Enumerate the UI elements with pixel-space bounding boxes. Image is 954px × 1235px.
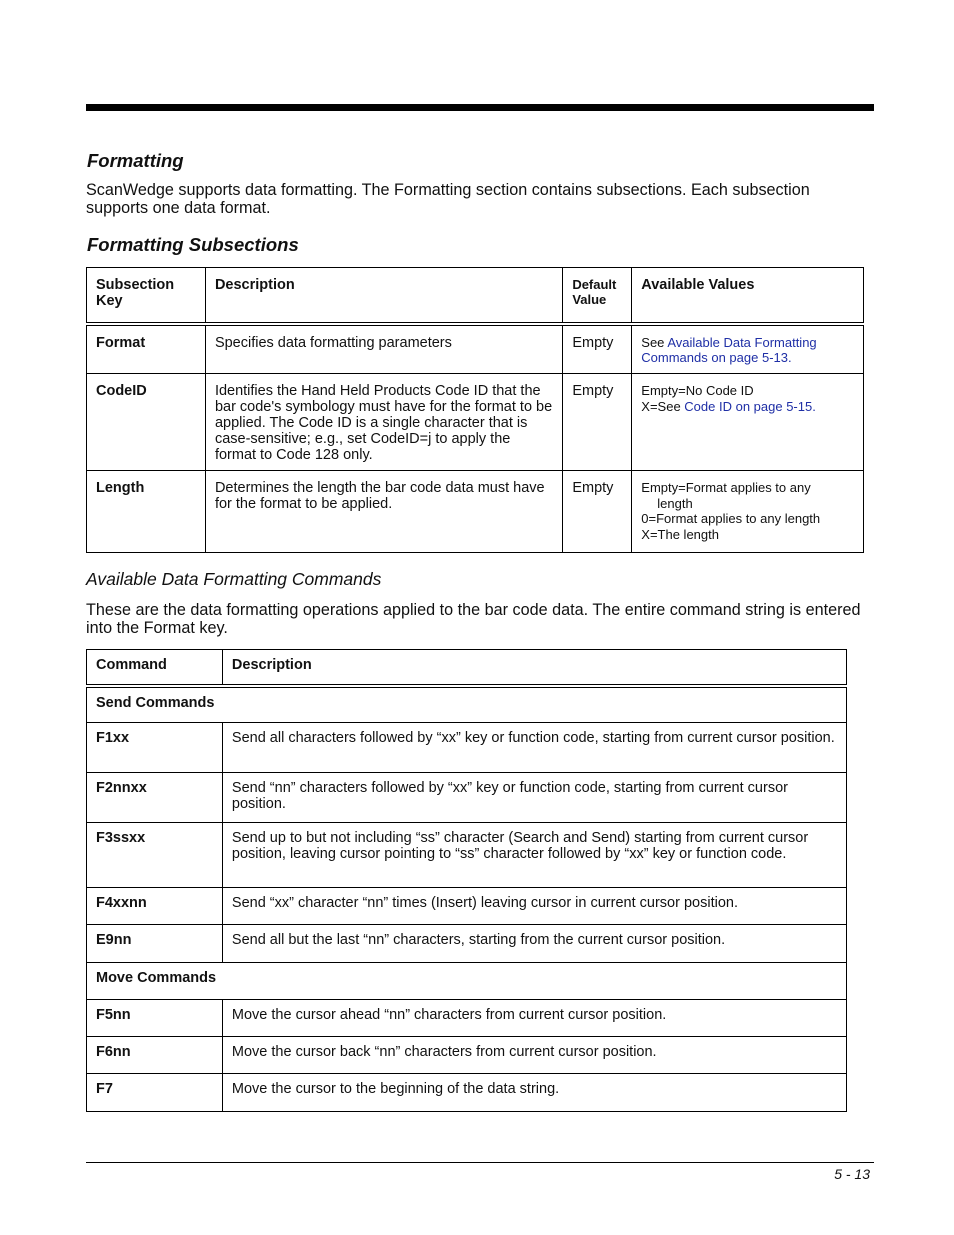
command-code: F2nnxx <box>87 773 223 823</box>
row-values <box>632 324 864 374</box>
table-row <box>87 823 847 888</box>
command-code: F7 <box>87 1074 223 1112</box>
command-code: F4xxnn <box>87 888 223 925</box>
command-code: F3ssxx <box>87 823 223 888</box>
section-intro: ScanWedge supports data formatting. The Formatting section contains subsections. Each subsection supports one data format. <box>86 181 810 217</box>
footer-rule <box>86 1162 874 1163</box>
command-description: Send up to but not including “ss” character (Search and Send) starting from current cursor position, leaving cursor pointing to “ss” character followed by “xx” key or function code. <box>222 823 846 888</box>
commands-title: Available Data Formatting Commands <box>86 569 382 589</box>
row-default: Empty <box>563 471 632 553</box>
table-header-row <box>87 650 847 686</box>
values-suffix: . <box>812 398 816 414</box>
table-row <box>87 773 847 823</box>
table-row <box>87 1074 847 1112</box>
table-row <box>87 888 847 925</box>
command-code: E9nn <box>87 925 223 963</box>
group-row <box>87 963 847 1000</box>
command-description: Send all characters followed by “xx” key or function code, starting from current cursor position. <box>222 723 846 773</box>
command-code: F1xx <box>87 723 223 773</box>
row-default: Empty <box>563 374 632 471</box>
command-description: Send “nn” characters followed by “xx” key or function code, starting from current cursor position. <box>222 773 846 823</box>
available-commands-link[interactable]: Available Data Formatting Commands on page 5-13 <box>641 334 817 365</box>
values-prefix: X=See <box>641 398 685 414</box>
command-description: Move the cursor to the beginning of the data string. <box>222 1074 846 1112</box>
col-header-description: Description <box>222 650 846 686</box>
row-values <box>632 374 864 471</box>
values-line <box>641 399 855 415</box>
table-row <box>87 1000 847 1037</box>
row-key: CodeID <box>87 374 206 471</box>
header-rule <box>86 104 874 111</box>
table-row <box>87 723 847 773</box>
values-prefix: See <box>641 334 668 350</box>
send-commands-group: Send Commands <box>87 686 847 723</box>
col-header-description: Description <box>205 268 562 324</box>
table-row <box>87 324 864 374</box>
col-header-values: Available Values <box>632 268 864 324</box>
row-values <box>632 471 864 553</box>
subsections-title: Formatting Subsections <box>87 234 299 255</box>
row-description: Specifies data formatting parameters <box>205 324 562 374</box>
values-line: 0=Format applies to any length <box>641 511 821 526</box>
group-row <box>87 686 847 723</box>
subsections-table <box>86 267 864 553</box>
command-description: Send “xx” character “nn” times (Insert) leaving cursor in current cursor position. <box>222 888 846 925</box>
row-description: Determines the length the bar code data must have for the format to be applied. <box>205 471 562 553</box>
values-line: Empty=Format applies to any <box>641 480 811 495</box>
commands-table <box>86 649 847 1112</box>
row-description: Identifies the Hand Held Products Code ID that the bar code's symbology must have for the format to be applied. The Code ID is a single character that is case-sensitive; e.g., set CodeID=j to apply the format to Code 128 only. <box>205 374 562 471</box>
command-description: Send all but the last “nn” characters, starting from the current cursor position. <box>222 925 846 963</box>
commands-intro: These are the data formatting operations applied to the bar code data. The entire command string is entered into the Format key. <box>86 601 861 637</box>
values-line: Empty=No Code ID <box>641 383 754 398</box>
table-header-row <box>87 268 864 324</box>
command-code: F5nn <box>87 1000 223 1037</box>
col-header-default: Default Value <box>563 268 632 324</box>
move-commands-group: Move Commands <box>87 963 847 1000</box>
page-number: 5 - 13 <box>834 1166 870 1182</box>
row-key: Format <box>87 324 206 374</box>
row-key: Length <box>87 471 206 553</box>
command-description: Move the cursor back “nn” characters from current cursor position. <box>222 1037 846 1074</box>
row-default: Empty <box>563 324 632 374</box>
command-description: Move the cursor ahead “nn” characters from current cursor position. <box>222 1000 846 1037</box>
table-row <box>87 374 864 471</box>
command-code: F6nn <box>87 1037 223 1074</box>
col-header-key: Subsection Key <box>87 268 206 324</box>
section-title: Formatting <box>87 150 184 171</box>
values-suffix: . <box>787 350 792 365</box>
table-row <box>87 1037 847 1074</box>
code-id-link[interactable]: Code ID on page 5-15 <box>684 398 813 414</box>
values-line-cont: length <box>657 495 693 511</box>
values-line: X=The length <box>641 526 719 542</box>
table-row <box>87 471 864 553</box>
col-header-command: Command <box>87 650 223 686</box>
table-row <box>87 925 847 963</box>
